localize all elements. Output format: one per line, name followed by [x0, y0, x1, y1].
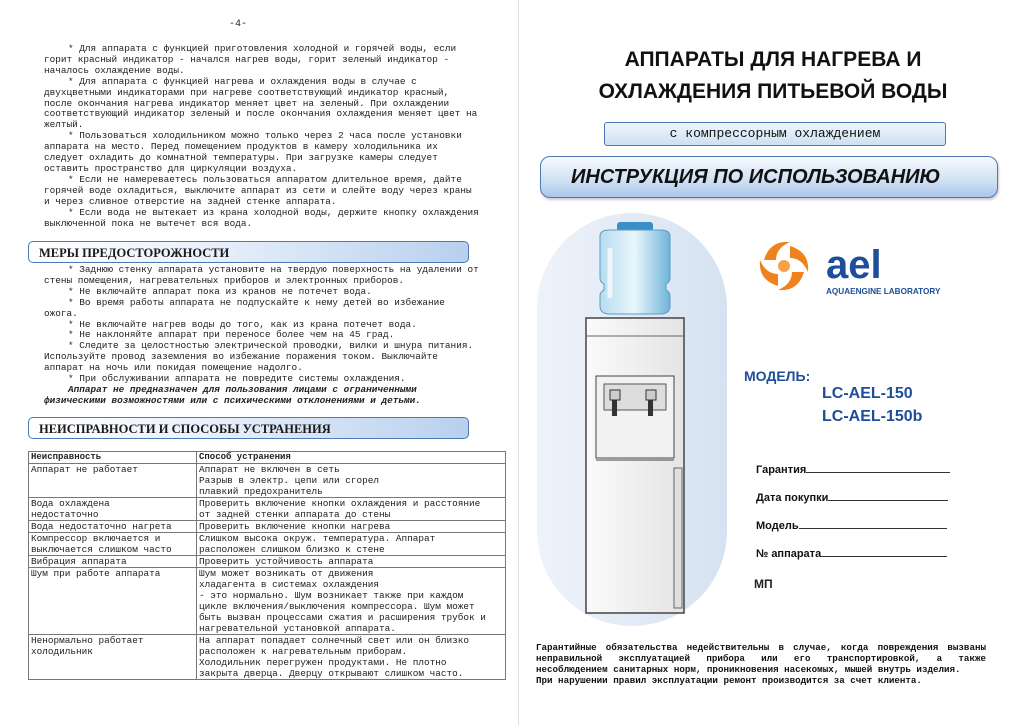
- warning-text: Аппарат не предназначен для пользования лицами с ограниченными физическими возможностями или с психическими отклонениями и детьми.: [44, 383, 421, 406]
- cell-problem: Вода недостаточно нагрета: [29, 521, 197, 533]
- logo-tagline: AQUAENGINE LABORATORY: [826, 287, 941, 296]
- note-paragraph: * Для аппарата с функцией нагрева и охлаждения воды в случае с двухцветными индикаторами при нагреве соответствующий индикатор красный, после окончания нагрева индикатор меняет цвет на зеленый. При охлаждении соответствующий индикатор зеленый и после окончания охлаждения меняет цвет на желтый.: [44, 75, 478, 131]
- warranty-field: [756, 462, 950, 476]
- precautions-heading: МЕРЫ ПРЕДОСТОРОЖНОСТИ: [28, 241, 469, 263]
- precaution-item: * Не включайте нагрев воды до того, как из крана потечет вода.: [68, 318, 417, 330]
- faults-table-body: [29, 464, 506, 680]
- cell-problem: Вибрация аппарата: [29, 556, 197, 568]
- precaution-item: * Во время работы аппарата не подпускайте к нему детей во избежание ожога.: [44, 296, 445, 319]
- column-header-problem: Неисправность: [29, 452, 197, 464]
- table-row: [29, 498, 506, 521]
- field-label: Модель: [756, 520, 799, 532]
- note-paragraph: * Если вода не вытекает из крана холодной воды, держите кнопку охлаждения выключенной пока не вытечет вся вода.: [44, 206, 479, 229]
- stamp-place: МП: [754, 577, 773, 591]
- warranty-terms: [536, 642, 986, 686]
- faults-table: [28, 451, 506, 680]
- cell-solution: Слишком высока окруж. температура. Аппарат расположен слишком близко к стене: [197, 533, 506, 556]
- fill-in-line: [828, 490, 948, 501]
- cell-problem: Аппарат не работает: [29, 464, 197, 498]
- warranty-note: При нарушении правил эксплуатации ремонт производится за счет клиента.: [536, 675, 922, 686]
- instructions-banner: ИНСТРУКЦИЯ ПО ИСПОЛЬЗОВАНИЮ: [540, 156, 998, 198]
- usage-notes: [44, 44, 480, 229]
- fill-in-line: [806, 462, 950, 473]
- cell-problem: Ненормально работает холодильник: [29, 635, 197, 680]
- note-paragraph: * Пользоваться холодильником можно только через 2 часа после установки аппарата на место. Перед помещением продуктов в камеру холодильника их следует охладить до комнатной температуры. При загрузке камеры следует оставить пространство для циркуляции воздуха.: [44, 130, 462, 174]
- precaution-item: * Следите за целостностью электрической проводки, вилки и шнура питания. Используйте провод заземления во избежание поражения током. Выключайте аппарат на ночь или покидая помещение надолго.: [44, 340, 474, 374]
- aquaengine-logo: [752, 236, 970, 302]
- table-row: [29, 521, 506, 533]
- table-row: [29, 556, 506, 568]
- note-paragraph: * Для аппарата с функцией приготовления холодной и горячей воды, если горит красный индикатор - начался нагрев воды, горит зеленый индикатор - началось охлаждение воды.: [44, 43, 457, 76]
- field-label: Гарантия: [756, 464, 807, 476]
- table-row: [29, 635, 506, 680]
- cell-problem: Шум при работе аппарата: [29, 568, 197, 635]
- cell-solution: Проверить включение кнопки охлаждения и расстояние от задней стенки аппарата до стены: [197, 498, 506, 521]
- model-number: LC-AEL-150b: [822, 408, 923, 425]
- column-header-solution: Способ устранения: [197, 452, 506, 464]
- model-number: LC-AEL-150: [822, 385, 913, 402]
- title-line: АППАРАТЫ ДЛЯ НАГРЕВА И: [624, 48, 922, 71]
- table-row: [29, 533, 506, 556]
- table-row: [29, 464, 506, 498]
- cell-solution: На аппарат попадает солнечный свет или он близко расположен к нагревательным приборам. Холодильник перегружен продуктами. Не плотно закрыта дверца. Дверцу открывают слишком часто.: [197, 635, 506, 680]
- cell-solution: Проверить устойчивость аппарата: [197, 556, 506, 568]
- table-header-row: [29, 452, 506, 464]
- field-label: № аппарата: [756, 548, 822, 560]
- title-line: ОХЛАЖДЕНИЯ ПИТЬЕВОЙ ВОДЫ: [598, 80, 948, 103]
- cell-solution: Аппарат не включен в сеть Разрыв в электр. цепи или сгорел плавкий предохранитель: [197, 464, 506, 498]
- water-cooler-image: [570, 218, 700, 618]
- field-label: Дата покупки: [756, 492, 829, 504]
- model-label: МОДЕЛЬ:: [744, 368, 811, 384]
- page-number: -4-: [229, 19, 248, 30]
- precaution-item: * Не наклоняйте аппарат при переносе более чем на 45 град.: [68, 329, 395, 341]
- cell-solution: Проверить включение кнопки нагрева: [197, 521, 506, 533]
- table-row: [29, 568, 506, 635]
- subtitle-box: с компрессорным охлаждением: [604, 122, 946, 146]
- main-title: [548, 44, 998, 108]
- model-field: [756, 518, 947, 532]
- purchase-date-field: [756, 490, 948, 504]
- faults-heading: НЕИСПРАВНОСТИ И СПОСОБЫ УСТРАНЕНИЯ: [28, 417, 469, 439]
- fill-in-line: [821, 546, 947, 557]
- precautions-list: [44, 265, 480, 407]
- precaution-item: * Заднюю стенку аппарата установите на твердую поверхность на удалении от стены помещения, нагревательных приборов и электронных приборов.: [44, 264, 479, 286]
- cell-problem: Вода охлаждена недостаточно: [29, 498, 197, 521]
- precaution-item: * Не включайте аппарат пока из кранов не потечет вода.: [68, 285, 372, 297]
- note-paragraph: * Если не намереваетесь пользоваться аппаратом длительное время, дайте горячей воде охладиться, выключите аппарат из сети и слейте воду через краны и через сливное отверстие на задней стенке аппарата.: [44, 173, 472, 207]
- fill-in-line: [799, 518, 947, 529]
- page-divider: [518, 0, 519, 725]
- warranty-text: Гарантийные обязательства недействительны в случае, когда повреждения вызваны неправильной эксплуатацией прибора или его транспортировкой, а также несоблюдением санитарных норм, проникновения насекомых, мышей внутрь изделия.: [536, 642, 986, 675]
- serial-number-field: [756, 546, 947, 560]
- precaution-item: * При обслуживании аппарата не повредите системы охлаждения.: [68, 373, 406, 385]
- logo-wordmark: ael: [826, 243, 882, 287]
- cell-solution: Шум может возникать от движения хладагента в системах охлаждения - это нормально. Шум возникает также при каждом цикле включения/выключения компрессора. Шум может быть вызван процессами сжатия и расширения трубок и нагревательной установкой аппарата.: [197, 568, 506, 635]
- cell-problem: Компрессор включается и выключается слишком часто: [29, 533, 197, 556]
